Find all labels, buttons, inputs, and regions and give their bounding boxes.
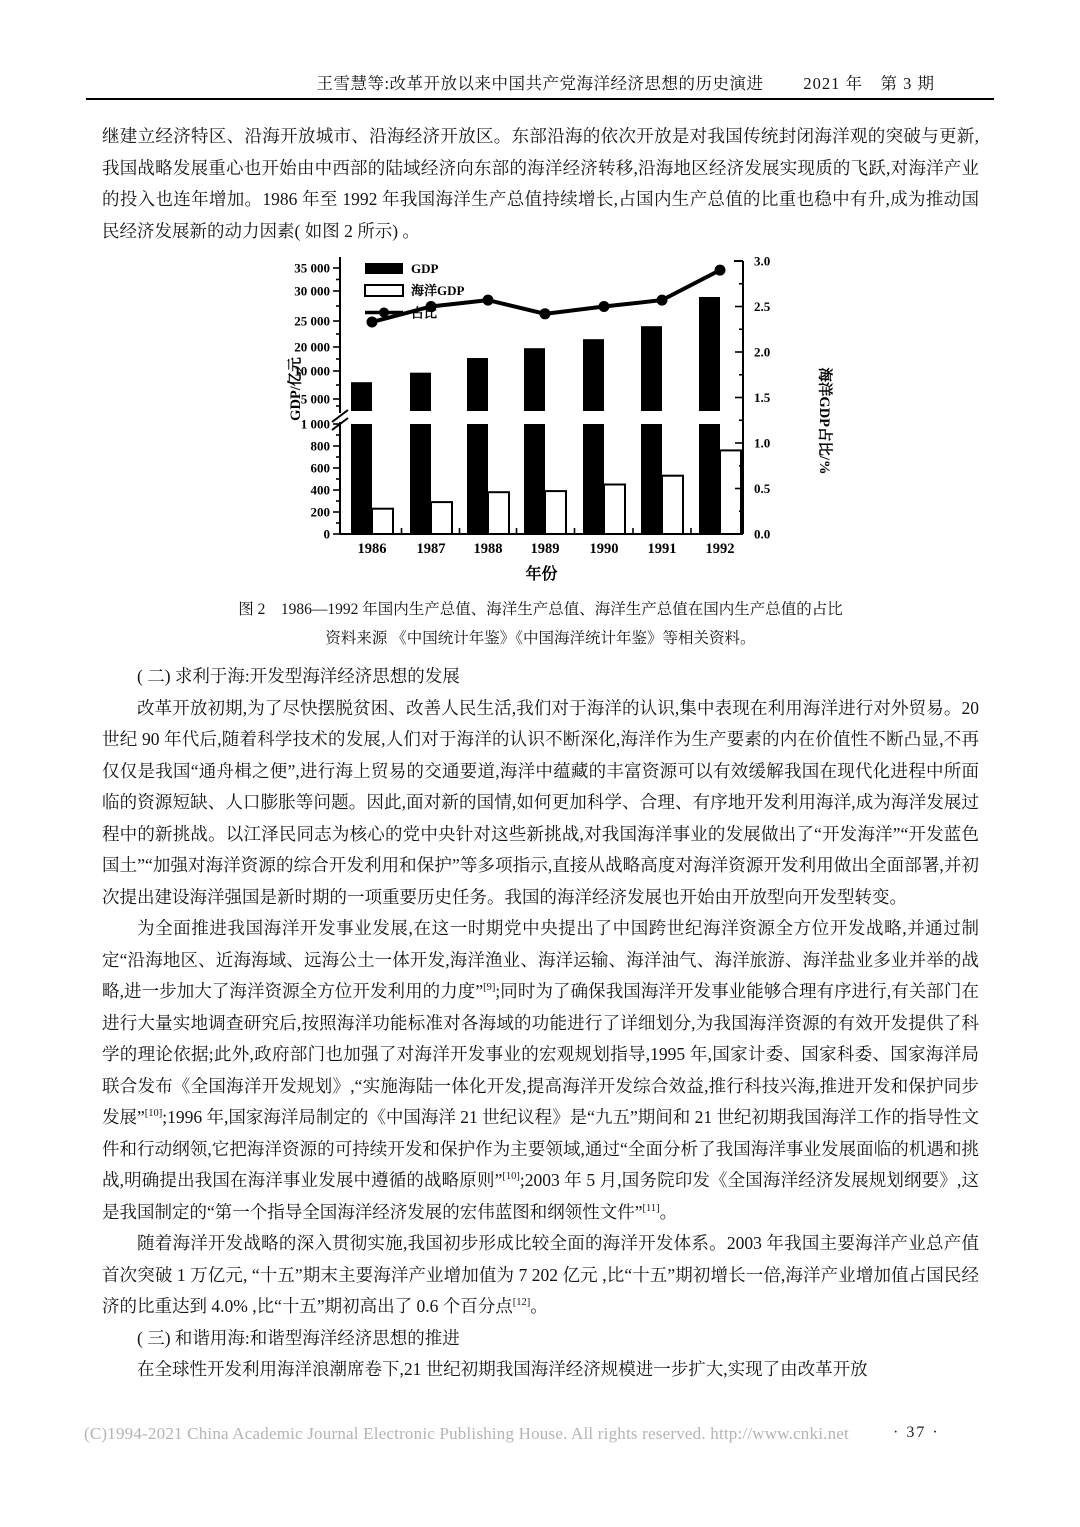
right-axis-title: 海洋GDP占比/% [816,367,832,475]
svg-text:1992: 1992 [705,541,735,557]
svg-text:2.0: 2.0 [754,344,771,360]
svg-text:1987: 1987 [416,541,446,557]
intro-paragraph-container [102,121,979,247]
svg-text:10 000: 10 000 [294,363,330,379]
svg-text:600: 600 [310,460,330,476]
figure-2 [102,249,979,653]
paragraph: 改革开放初期,为了尽快摆脱贫困、改善人民生活,我们对于海洋的认识,集中表现在利用海洋进行对外贸易。20 世纪 90 年代后,随着科学技术的发展,人们对于海洋的认识不断深化,海洋作为生产要素的内在价值性不断凸显,不再仅仅是我国“通舟楫之便”,进行海上贸易的交通要道,海洋中蕴藏的丰富资源可以有效缓解我国在现代化进程中所面临的资源短缺、人口膨胀等问题。因此,面对新的国情,如何更加科学、合理、有序地开发利用海洋,成为海洋发展过程中的新挑战。以江泽民同志为核心的党中央针对这些新挑战,对我国海洋事业的发展做出了“开发海洋”“开发蓝色国土”“加强对海洋资源的综合开发利用和保护”等多项指示,直接从战略高度对海洋资源开发利用做出全面部署,并初次提出建设海洋强国是新时期的一项重要历史任务。我国的海洋经济发展也开始由开放型向开发型转变。 [102,697,979,907]
figure-source: 资料来源 《中国统计年鉴》《中国海洋统计年鉴》等相关资料。 [325,630,756,647]
citation-ref: [9] [483,982,496,994]
svg-text:1988: 1988 [473,541,503,557]
svg-text:20 000: 20 000 [294,339,330,355]
svg-text:1.0: 1.0 [754,435,771,451]
legend-label: GDP [411,261,439,276]
svg-text:5 000: 5 000 [300,391,330,407]
legend-label: 海洋GDP [411,283,465,298]
chart-svg [280,249,860,589]
page-number: · 37 · [893,1424,940,1441]
running-head: 王雪慧等:改革开放以来中国共产党海洋经济思想的历史演进 [316,74,764,93]
figure-caption-block [102,595,979,653]
svg-text:2.5: 2.5 [754,299,771,314]
svg-text:1 000: 1 000 [300,416,330,432]
citation-ref: [12] [512,1297,531,1309]
svg-text:25 000: 25 000 [294,313,330,329]
svg-text:0: 0 [323,526,330,542]
svg-text:1989: 1989 [530,541,560,557]
figure-caption: 图 2 1986—1992 年国内生产总值、海洋生产总值、海洋生产总值在国内生产总值的占比 [238,601,843,618]
paragraph: 为全面推进我国海洋开发事业发展,在这一时期党中央提出了中国跨世纪海洋资源全方位开发战略,并通过制定“沿海地区、近海海域、远海公土一体开发,海洋渔业、海洋运输、海洋油气、海洋旅游、海洋盐业多业并举的战略,进一步加大了海洋资源全方位开发利用的力度”[9];同时为了确保我国海洋开发事业能够合理有序进行,有关部门在进行大量实地调查研究后,按照海洋功能标准对各海域的功能进行了详细划分,为我国海洋资源的有效开发提供了科学的理论依据;此外,政府部门也加强了对海洋开发事业的宏观规划指导,1995 年,国家计委、国家科委、国家海洋局联合发布《全国海洋开发规划》,“实施海陆一体化开发,提高海洋开发综合效益,推行科技兴海,推进开发和保护同步发展”[10];1996 年,国家海洋局制定的《中国海洋 21 世纪议程》是“九五”期间和 21 世纪初期我国海洋工作的指导性文件和行动纲领,它把海洋资源的可持续开发和保护作为主要领域,通过“全面分析了我国海洋事业发展面临的机遇和挑战,明确提出我国在海洋事业发展中遵循的战略原则”[10];2003 年 5 月,国务院印发《全国海洋经济发展规划纲要》,这是我国制定的“第一个指导全国海洋经济发展的宏伟蓝图和纲领性文件”[11]。 [102,918,979,1222]
svg-text:1.5: 1.5 [754,390,771,405]
paragraph: 随着海洋开发战略的深入贯彻实施,我国初步形成比较全面的海洋开发体系。2003 年我国主要海洋产业总产值首次突破 1 万亿元, “十五”期末主要海洋产业增加值为 7 202 亿元 ,比“十五”期初增长一倍,海洋产业增加值占国民经济的比重达到 4.0% ,比“十五”期初高出了 0.6 个百分点[12]。 [102,1233,979,1316]
citation-ref: [10] [502,1171,520,1183]
citation-ref: [10] [144,1108,163,1120]
legend-label: 占比 [411,305,438,321]
body-text-container [102,661,979,1386]
legend-gdp-swatch [365,263,403,274]
citation-ref: [11] [642,1202,660,1214]
chart-legend [365,261,465,321]
svg-text:0.5: 0.5 [754,481,771,496]
x-axis-title: 年份 [525,566,558,583]
svg-text:0.0: 0.0 [754,526,771,542]
svg-text:30 000: 30 000 [294,283,330,299]
svg-text:1991: 1991 [647,541,677,557]
issue-info: 2021 年 第 3 期 [803,74,935,93]
svg-text:800: 800 [310,438,330,454]
header-rule [86,98,994,100]
svg-text:1990: 1990 [589,541,619,557]
paragraph: 在全球性开发利用海洋浪潮席卷下,21 世纪初期我国海洋经济规模进一步扩大,实现了由改革开放 [137,1359,868,1379]
gdp-marine-gdp-chart [280,249,860,589]
copyright-line: (C)1994-2021 China Academic Journal Electronic Publishing House. All rights reserved. http://www.cnki.net [84,1424,849,1443]
svg-text:35 000: 35 000 [294,260,330,276]
svg-text:200: 200 [310,504,330,520]
section-heading: ( 三) 和谐用海:和谐型海洋经济思想的推进 [137,1327,460,1348]
page-content [102,121,979,1386]
x-axis-labels [358,541,735,557]
legend-marine-swatch [365,285,403,296]
svg-text:400: 400 [310,482,330,498]
section-heading: ( 二) 求利于海:开发型海洋经济思想的发展 [137,666,460,686]
svg-text:1986: 1986 [357,541,387,557]
paragraph: 继建立经济特区、沿海开放城市、沿海经济开放区。东部沿海的依次开放是对我国传统封闭海洋观的突破与更新,我国战略发展重心也开始由中西部的陆域经济向东部的海洋经济转移,沿海地区经济发展实现质的飞跃,对海洋产业的投入也连年增加。1986 年至 1992 年我国海洋生产总值持续增长,占国内生产总值的比重也稳中有升,成为推动国民经济发展新的动力因素( 如图 2 所示) 。 [102,126,979,241]
left-axis-title: GDP/亿元 [288,357,304,421]
svg-text:3.0: 3.0 [754,253,771,269]
